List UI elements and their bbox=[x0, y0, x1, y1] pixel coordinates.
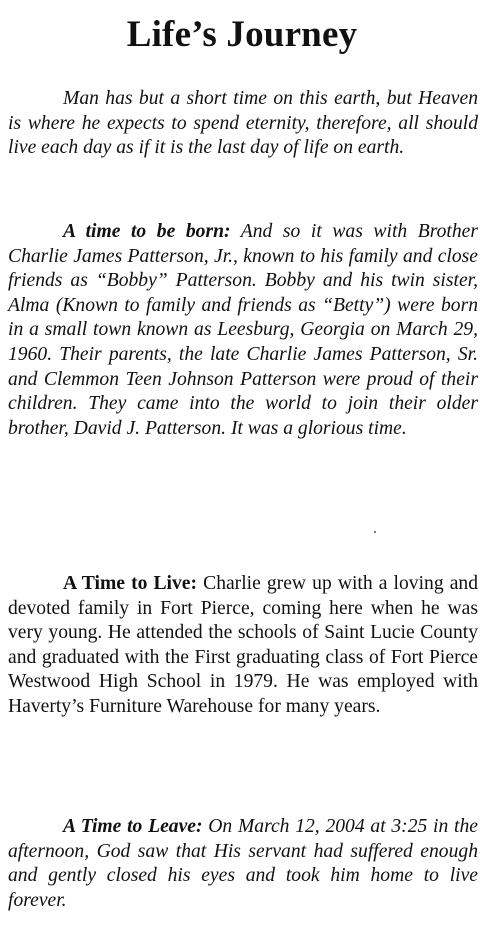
leave-heading: A Time to Leave: bbox=[63, 816, 203, 837]
born-heading: A time to be born: bbox=[63, 221, 231, 242]
born-paragraph bbox=[8, 220, 478, 441]
intro-paragraph: Man has but a short time on this earth, but Heaven is where he expects to spend eternity, therefore, all should live each day as if it is the last day of life on earth. bbox=[8, 88, 478, 159]
live-text: Charlie grew up with a loving and devoted family in Fort Pierce, coming here when he was very young. He attended the schools of Saint Lucie County and graduated with the First graduating class of Fort Pierce Westwood High School in 1979. He was employed with Haverty’s Furniture Warehouse for many years. bbox=[8, 573, 478, 717]
leave-text: On March 12, 2004 at 3:25 in the afternoon, God saw that His servant had suffered enough and gently closed his eyes and took him home to live forever. bbox=[8, 816, 478, 911]
leave-paragraph bbox=[8, 815, 478, 913]
page-title: Life’s Journey bbox=[126, 14, 358, 55]
live-paragraph bbox=[8, 572, 478, 720]
born-text: And so it was with Brother Charlie James Patterson, Jr., known to his family and close friends as “Bobby” Patterson. Bobby and his twin sister, Alma (Known to family and friends as “Betty”) were born in a small town known as Leesburg, Georgia on March 29, 1960. Their parents, the late Charlie James Patterson, Sr. and Clemmon Teen Johnson Patterson were proud of their children. They came into the world to join their older brother, David J. Patterson. It was a glorious time. bbox=[8, 221, 478, 439]
print-speck bbox=[374, 531, 376, 533]
live-heading: A Time to Live: bbox=[63, 573, 198, 594]
